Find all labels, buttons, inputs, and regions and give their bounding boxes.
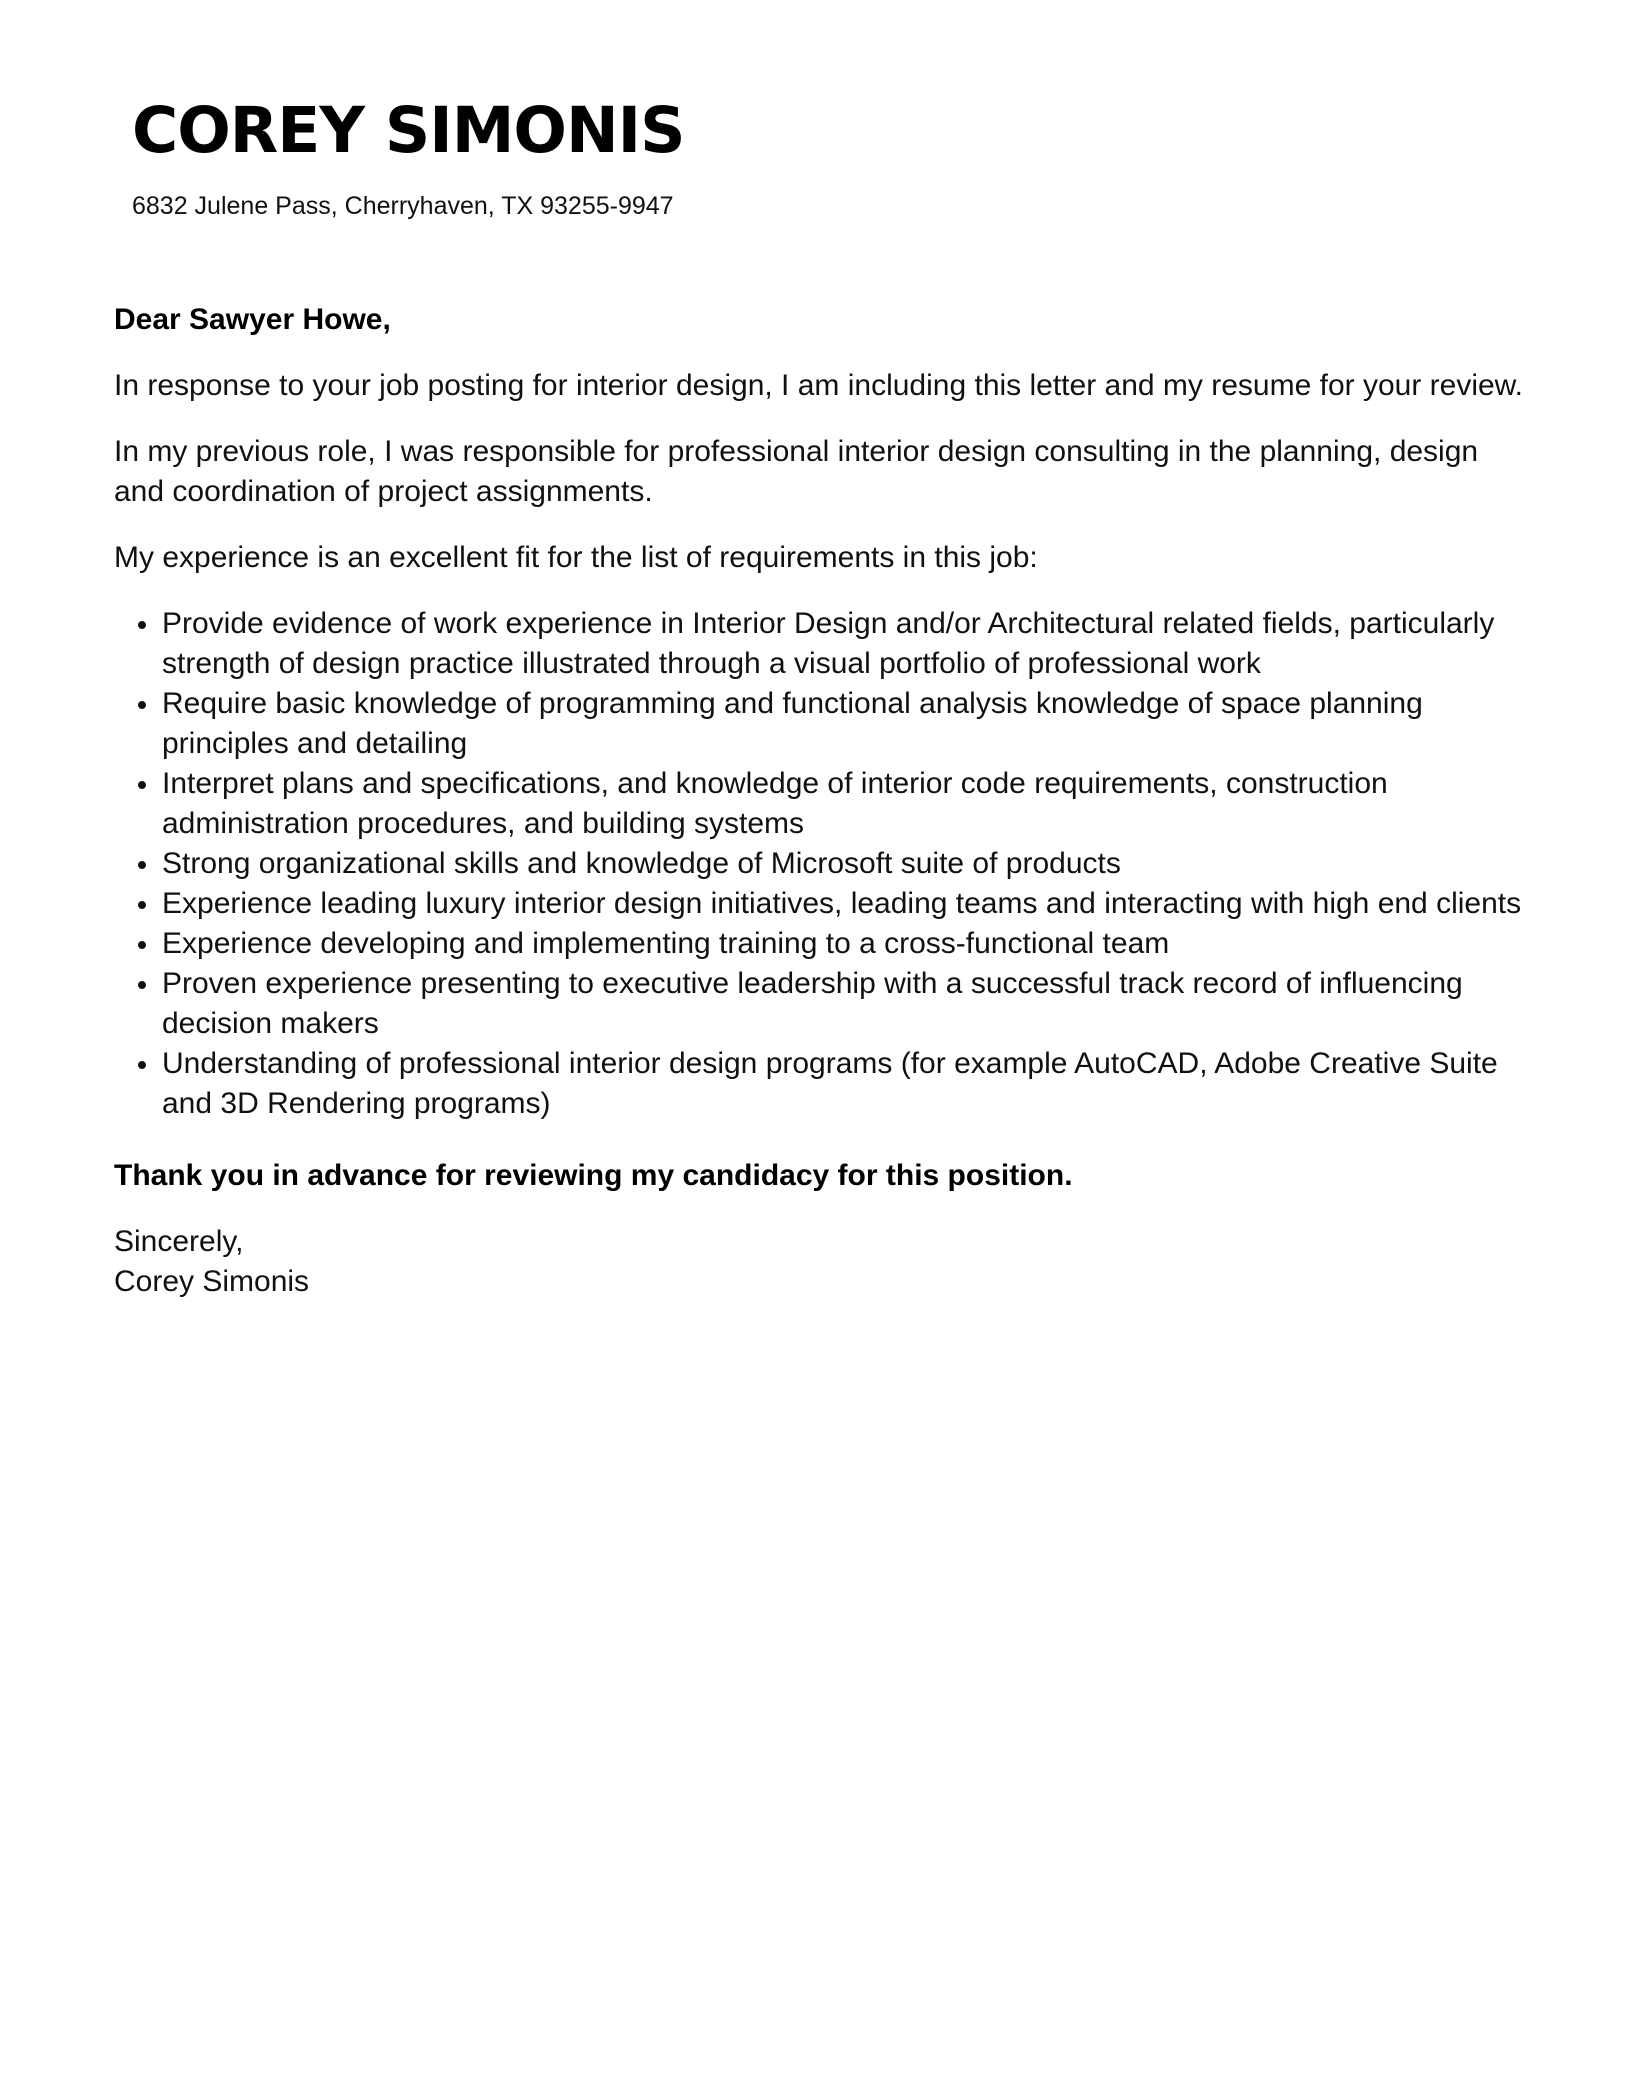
salutation: Dear Sawyer Howe, [114, 303, 391, 336]
letter-body [114, 300, 1534, 1302]
list-item [114, 604, 1534, 684]
list-item [114, 844, 1534, 884]
bullet-icon [138, 1061, 146, 1069]
list-item [114, 964, 1534, 1044]
paragraph-requirements-lead: My experience is an excellent fit for the list of requirements in this job: [114, 541, 1038, 574]
list-item-text: Understanding of professional interior design programs (for example AutoCAD, Adobe Creative Suite and 3D Rendering programs) [162, 1047, 1498, 1120]
list-item [114, 884, 1534, 924]
bullet-icon [138, 981, 146, 989]
list-item-text: Proven experience presenting to executive leadership with a successful track record of influencing decision makers [162, 967, 1463, 1040]
closing-statement: Thank you in advance for reviewing my candidacy for this position. [114, 1159, 1073, 1192]
list-item-text: Strong organizational skills and knowledge of Microsoft suite of products [162, 847, 1121, 880]
list-item-text: Provide evidence of work experience in Interior Design and/or Architectural related fields, particularly strength of design practice illustrated through a visual portfolio of professional work [162, 607, 1495, 680]
paragraph-intro: In response to your job posting for interior design, I am including this letter and my resume for your review. [114, 369, 1524, 402]
bullet-icon [138, 861, 146, 869]
signature-name: Corey Simonis [114, 1265, 310, 1298]
list-item-text: Require basic knowledge of programming and functional analysis knowledge of space planning principles and detailing [162, 687, 1423, 760]
bullet-icon [138, 781, 146, 789]
requirements-list [114, 604, 1534, 1124]
paragraph-previous-role: In my previous role, I was responsible for professional interior design consulting in the planning, design and coordination of project assignments. [114, 435, 1479, 508]
list-item [114, 924, 1534, 964]
list-item [114, 764, 1534, 844]
bullet-icon [138, 621, 146, 629]
list-item-text: Experience leading luxury interior design initiatives, leading teams and interacting with high end clients [162, 887, 1522, 920]
bullet-icon [138, 701, 146, 709]
list-item-text: Experience developing and implementing training to a cross-functional team [162, 927, 1170, 960]
signoff: Sincerely, [114, 1225, 244, 1258]
letter-header [132, 92, 1432, 222]
sender-address: 6832 Julene Pass, Cherryhaven, TX 93255-9947 [132, 192, 674, 220]
bullet-icon [138, 941, 146, 949]
sender-name: COREY SIMONIS [132, 94, 685, 167]
bullet-icon [138, 901, 146, 909]
list-item [114, 684, 1534, 764]
list-item [114, 1044, 1534, 1124]
list-item-text: Interpret plans and specifications, and knowledge of interior code requirements, construction administration procedures, and building systems [162, 767, 1388, 840]
